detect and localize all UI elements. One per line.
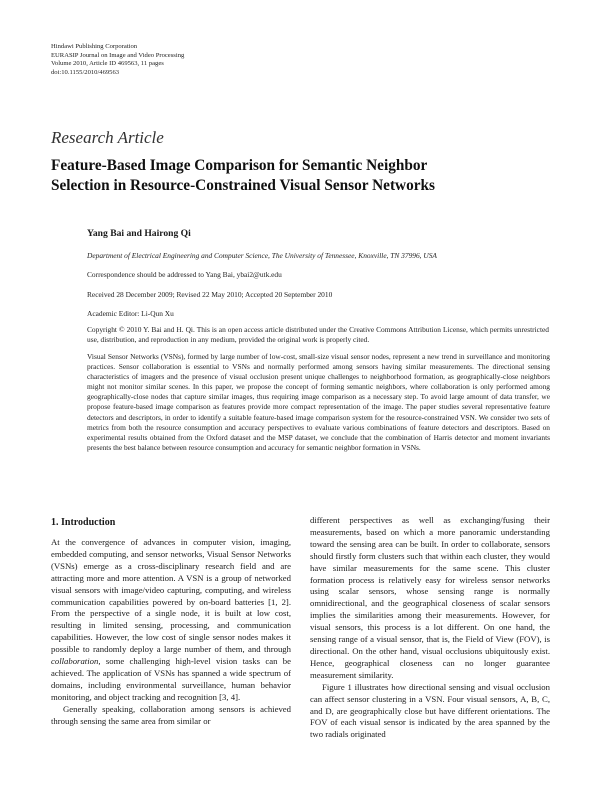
title-line-1: Feature-Based Image Comparison for Semantic Neighbor: [51, 157, 428, 174]
abstract: Visual Sensor Networks (VSNs), formed by large number of low-cost, small-size visual sensor nodes, represent a new trend in surveillance and monitoring practices. Sensor collaboration is essential to VSNs and normally performed among sensors having similar measurements. The directional sensing characteristics of imagers and the presence of visual occlusion present unique challenges to neighborhood formation, as geographically-close neighbors might not monitor similar scenes. In this paper, we propose the concept of forming semantic neighbors, where collaboration is only performed among geographically-close nodes that capture similar images, thus requiring image comparison as a necessary step. To avoid large amount of data transfer, we propose feature-based image comparison as features provide more compact representation of the image. The paper studies several representative feature detectors and descriptors, in order to identify a suitable feature-based image comparison system for the resource-constrained VSN. We consider two sets of metrics from both the resource consumption and accuracy perspectives to evaluate various combinations of feature detectors and descriptors. Based on experimental results obtained from the Oxford dataset and the MSP dataset, we conclude that the combination of Harris detector and moment invariants presents the best balance between resource consumption and accuracy for semantic neighbor formation in VSNs.: [87, 352, 550, 452]
paragraph: At the convergence of advances in computer vision, imaging, embedded computing, and sensor networks, Visual Sensor Networks (VSNs) emerge as a cross-disciplinary research field and are attracting more and more attention. A VSN is a group of networked visual sensors with image/video capturing, computing, and wireless communication capabilities powered by on-board batteries [1, 2]. From the perspective of a single node, it is built at low cost, resulting in limited sensing, processing, and communication capabilities. However, the low cost of single sensor nodes makes it possible to randomly deploy a large number of them, and through collaboration, some challenging high-level vision tasks can be achieved. The application of VSNs has spanned a wide spectrum of domains, including environmental surveillance, human behavior monitoring, and object tracking and recognition [3, 4].: [51, 537, 291, 702]
academic-editor: Academic Editor: Li-Qun Xu: [87, 309, 174, 318]
journal-name: EURASIP Journal on Image and Video Processing: [51, 51, 185, 59]
emphasis: collaboration: [51, 656, 99, 667]
article-type: Research Article: [51, 128, 164, 147]
paragraph: Figure 1 illustrates how directional sensing and visual occlusion can affect sensor clustering in a VSN. Four visual sensors, A, B, C, and D, are geographically close but have different orientations. The FOV of each visual sensor is indicated by the area spanned by the two radials originated: [310, 681, 550, 740]
volume-info: Volume 2010, Article ID 469563, 11 pages: [51, 60, 164, 68]
paper-title: [51, 156, 551, 196]
paragraph: Generally speaking, collaboration among sensors is achieved through sensing the same area from similar or: [51, 703, 291, 726]
left-column: [51, 517, 291, 728]
section-heading: 1. Introduction: [51, 517, 116, 528]
authors: Yang Bai and Hairong Qi: [87, 228, 191, 239]
dates: Received 28 December 2009; Revised 22 May 2010; Accepted 20 September 2010: [87, 290, 333, 299]
title-line-2: Selection in Resource-Constrained Visual Sensor Networks: [51, 177, 435, 194]
paragraph: different perspectives as well as exchanging/fusing their measurements, based on which a more panoramic understanding toward the sensing area can be built. In order to collaborate, sensors should firstly form clusters such that within each cluster, they would have similar measurements for the same scene. This cluster formation process is relatively easy for wireless sensor networks using scalar sensors, whose sensing range is normally omnidirectional, and the geographical closeness of scalar sensors implies the similarities among their measurements. However, for visual sensors, this process is a lot different. On one hand, the sensing range of a visual sensor, that is, the Field of View (FOV), is directional. On the other hand, visual occlusions ubiquitously exist. Hence, geographical closeness can no longer guarantee measurement similarity.: [310, 515, 550, 680]
right-column: [310, 515, 550, 741]
journal-masthead: [51, 43, 184, 77]
affiliation: Department of Electrical Engineering and Computer Science, The University of Tennessee, Knoxville, TN 37996, USA: [87, 251, 437, 260]
correspondence: Correspondence should be addressed to Yang Bai, ybai2@utk.edu: [87, 270, 282, 279]
copyright-notice: Copyright © 2010 Y. Bai and H. Qi. This is an open access article distributed under the Creative Commons Attribution License, which permits unrestricted use, distribution, and reproduction in any medium, provided the original work is properly cited.: [87, 325, 549, 344]
doi: doi:10.1155/2010/469563: [51, 68, 120, 76]
publisher-name: Hindawi Publishing Corporation: [51, 43, 138, 50]
